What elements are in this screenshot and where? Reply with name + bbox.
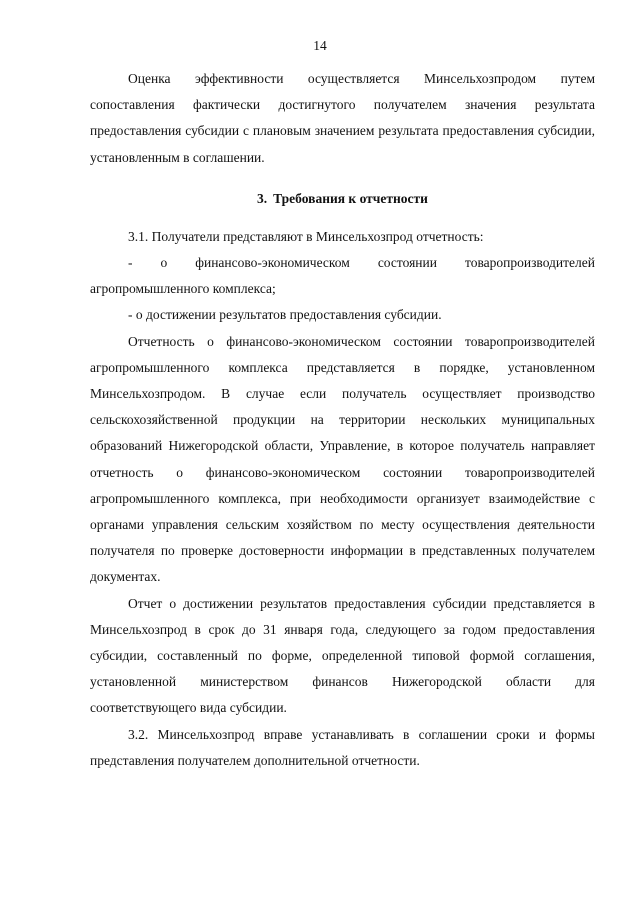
section-number: 3. bbox=[257, 190, 268, 206]
document-body bbox=[90, 66, 595, 774]
section-title: Требования к отчетности bbox=[273, 190, 428, 206]
section-heading bbox=[90, 186, 595, 212]
paragraph-3-1: 3.1. Получатели представляют в Минсельхозпрод отчетность: bbox=[128, 228, 484, 244]
paragraph-financial-reporting: Отчетность о финансово-экономическом состоянии товаропроизводителей агропромышленного комплекса представляется в порядке, установленном Минсельхозпродом. В случае если получатель осуществляет производство сельскохозяйственной продукции на территории нескольких муниципальных образований Нижегородской области, Управление, в которое получатель направляет отчетность о финансово-экономическом состоянии товаропроизводителей агропромышленного комплекса, при необходимости организует взаимодействие с органами управления сельским хозяйством по месту осуществления деятельности получателя по проверке достоверности информации в представленных получателем документах. bbox=[90, 333, 595, 585]
paragraph-3-2: 3.2. Минсельхозпрод вправе устанавливать в соглашении сроки и формы представления получателем дополнительной отчетности. bbox=[90, 726, 595, 768]
paragraph-results-report: Отчет о достижении результатов предоставления субсидии представляется в Минсельхозпрод в срок до 31 января года, следующего за годом предоставления субсидии, составленный по форме, определенной типовой формой соглашения, установленной министерством финансов Нижегородской области для соответствующего вида субсидии. bbox=[90, 595, 595, 716]
intro-paragraph: Оценка эффективности осуществляется Минсельхозпродом путем сопоставления фактически достигнутого получателем значения результата предоставления субсидии с плановым значением результата предоставления субсидии, установленным в соглашении. bbox=[90, 71, 595, 165]
page-number: 14 bbox=[313, 38, 327, 53]
list-item-results-report: - о достижении результатов предоставления субсидии. bbox=[128, 307, 442, 323]
list-item-financial-report: - о финансово-экономическом состоянии товаропроизводителей агропромышленного комплекса; bbox=[90, 255, 595, 297]
